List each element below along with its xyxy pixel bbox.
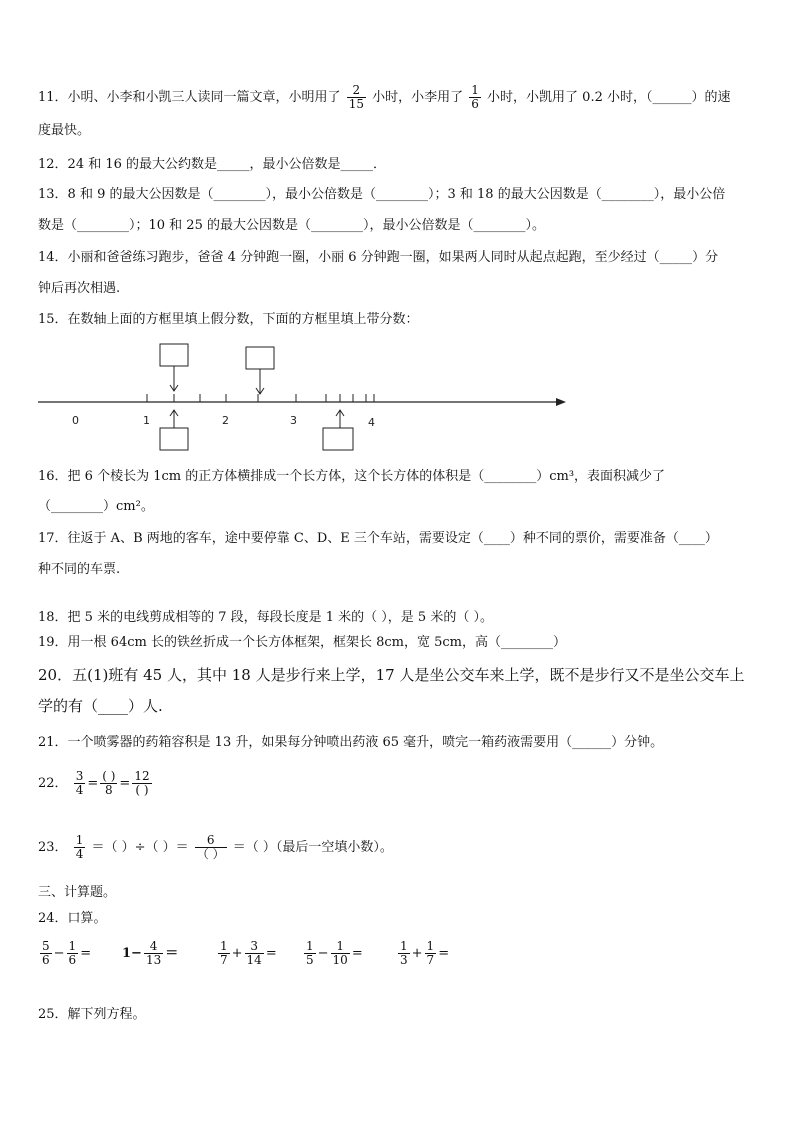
expression-5: $\frac{1}{3}$ + $\frac{1}{7}$ =	[400, 939, 450, 967]
expression-3: $\frac{1}{7}$ + $\frac{3}{14}$ =	[220, 939, 277, 967]
question-15: 15．在数轴上面的方框里填上假分数，下面的方框里填上带分数：	[38, 312, 419, 327]
tick-label-2: 2	[222, 414, 229, 427]
question-25: 25．解下列方程。	[38, 1007, 146, 1022]
expression-1: $\frac{5}{6}$ − $\frac{1}{6}$ =	[42, 939, 92, 967]
answer-box-lower-1[interactable]	[160, 428, 188, 450]
section-heading: 三、计算题。	[38, 885, 117, 900]
question-24-title: 24．口算。	[38, 911, 107, 926]
question-11: 11．小明、小李和小凯三人读同一篇文章，小明用了 $\frac{2}{15}$ 小时，小李用了 $\frac{1}{6}$ 小时，小凯用了 0.2 小时，（______）的速	[38, 83, 731, 111]
question-17-line1: 17．往返于 A、B 两地的客车，途中要停靠 C、D、E 三个车站，需要设定（____）种不同的票价，需要准备（____）	[38, 531, 718, 546]
question-21: 21．一个喷雾器的药箱容积是 13 升，如果每分钟喷出药液 65 毫升，喷完一箱药液需要用（______）分钟。	[38, 735, 664, 750]
ticks	[147, 394, 374, 402]
number-line	[30, 338, 575, 456]
fraction: $\frac{12}{( )}$	[134, 769, 150, 797]
question-12: 12．24 和 16 的最大公约数是_____，最小公倍数是_____．	[38, 157, 387, 172]
question-11-line2: 度最快。	[38, 123, 91, 138]
fraction: $\frac{( )}{8}$	[102, 769, 116, 797]
question-23: 23． $\frac{1}{4}$ ＝（ ）÷（ ）＝ $\frac{6}{( )}$ ＝（ ）（最后一空填小数）。	[38, 833, 393, 861]
question-13-line2: 数是（________）；10 和 25 的最大公因数是（________），最小公倍数是（________）。	[38, 218, 545, 233]
answer-box-lower-2[interactable]	[323, 428, 353, 450]
answer-box-upper-2[interactable]	[246, 347, 274, 369]
question-14-line1: 14．小丽和爸爸练习跑步，爸爸 4 分钟跑一圈，小丽 6 分钟跑一圈，如果两人同时从起点起跑，至少经过（_____）分	[38, 250, 719, 265]
question-17-line2: 种不同的车票.	[38, 562, 121, 577]
tick-label-3: 3	[290, 414, 297, 427]
expression-4: $\frac{1}{5}$ − $\frac{1}{10}$ =	[306, 939, 363, 967]
expression-2: 1− $\frac{4}{13}$ ＝	[122, 939, 179, 967]
fraction: $\frac{2}{15}$	[348, 83, 364, 111]
tick-label-0: 0	[72, 414, 79, 427]
fraction: $\frac{1}{6}$	[471, 83, 479, 111]
question-16-line1: 16．把 6 个棱长为 1cm 的正方体横排成一个长方体，这个长方体的体积是（________）cm³，表面积减少了	[38, 469, 666, 484]
answer-box-upper-1[interactable]	[160, 344, 188, 366]
question-20-line2: 学的有（____）人.	[38, 697, 163, 715]
question-18: 18．把 5 米的电线剪成相等的 7 段，每段长度是 1 米的（ ），是 5 米的（ ）。	[38, 610, 493, 625]
question-19: 19．用一根 64cm 长的铁丝折成一个长方体框架，框架长 8cm，宽 5cm，高（________）	[38, 635, 566, 650]
fraction: $\frac{6}{( )}$	[196, 833, 225, 861]
fraction: $\frac{1}{4}$	[75, 833, 84, 861]
question-14-line2: 钟后再次相遇.	[38, 281, 121, 296]
question-13-line1: 13．8 和 9 的最大公因数是（________），最小公倍数是（________）；3 和 18 的最大公因数是（________），最小公倍	[38, 187, 726, 202]
axis-arrow	[556, 398, 566, 406]
question-16-line2: （________）cm²。	[38, 499, 154, 514]
question-22: 22． $\frac{3}{4}$ = $\frac{( )}{8}$ = $\frac{12}{( )}$	[38, 769, 150, 797]
question-20-line1: 20．五(1)班有 45 人，其中 18 人是步行来上学，17 人是坐公交车来上学，既不是步行又不是坐公交车上	[38, 666, 745, 684]
fraction: $\frac{3}{4}$	[75, 769, 84, 797]
tick-label-1: 1	[143, 414, 150, 427]
tick-label-4: 4	[368, 416, 375, 429]
